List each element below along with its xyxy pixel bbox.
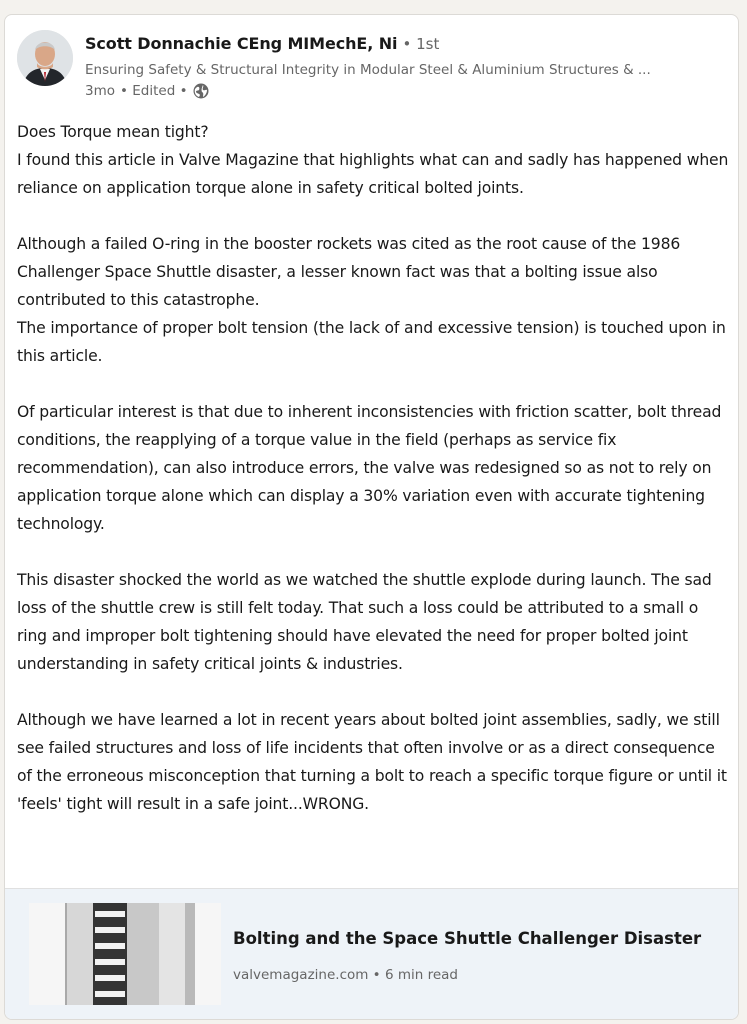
- author-headline: Ensuring Safety & Structural Integrity in Modular Steel & Aluminium Structures & ...: [85, 62, 651, 78]
- paragraph-line: Does Torque mean tight?: [17, 123, 209, 141]
- post-time: 3mo: [85, 83, 115, 99]
- edited-label: • Edited •: [120, 83, 188, 99]
- connection-degree: • 1st: [402, 35, 440, 53]
- paragraph-line: This disaster shocked the world as we watched the shuttle explode during launch. The sad loss of the shuttle crew is still felt today. That such a loss could be attributed to a small o ring and improper bolt tightening should have elevated the need for proper bolted joint understanding in safety critical joints & industries.: [17, 571, 712, 673]
- post-body: [17, 118, 729, 818]
- author-line: [85, 34, 439, 54]
- article-source-meta: valvemagazine.com • 6 min read: [233, 967, 458, 983]
- globe-icon: [193, 83, 209, 99]
- avatar[interactable]: [17, 30, 73, 86]
- article-thumbnail[interactable]: [29, 903, 221, 1005]
- post-header: [5, 15, 738, 115]
- post-card: [4, 14, 739, 1020]
- paragraph-line: Of particular interest is that due to inherent inconsistencies with friction scatter, bolt thread conditions, the reapplying of a torque value in the field (perhaps as service fix recommendation), can also introduce errors, the valve was redesigned so as not to rely on application torque alone which can display a 30% variation even with accurate tightening technology.: [17, 403, 722, 533]
- post-meta: [85, 82, 209, 100]
- paragraph-line: The importance of proper bolt tension (the lack of and excessive tension) is touched upon in this article.: [17, 319, 726, 365]
- paragraph-line: Although a failed O-ring in the booster rockets was cited as the root cause of the 1986 Challenger Space Shuttle disaster, a lesser known fact was that a bolting issue also contributed to this catastrophe.: [17, 235, 681, 309]
- author-name[interactable]: Scott Donnachie CEng MIMechE, Ni: [85, 34, 398, 53]
- article-link-card[interactable]: [5, 888, 738, 1020]
- paragraph-line: I found this article in Valve Magazine that highlights what can and sadly has happened when reliance on application torque alone in safety critical bolted joints.: [17, 151, 729, 197]
- avatar-photo-icon: [17, 30, 73, 86]
- paragraph-line: Although we have learned a lot in recent years about bolted joint assemblies, sadly, we still see failed structures and loss of life incidents that often involve or as a direct consequence of the erroneous misconception that turning a bolt to reach a specific torque figure or until it 'feels' tight will result in a safe joint...WRONG.: [17, 711, 727, 813]
- article-title[interactable]: Bolting and the Space Shuttle Challenger Disaster: [233, 929, 702, 948]
